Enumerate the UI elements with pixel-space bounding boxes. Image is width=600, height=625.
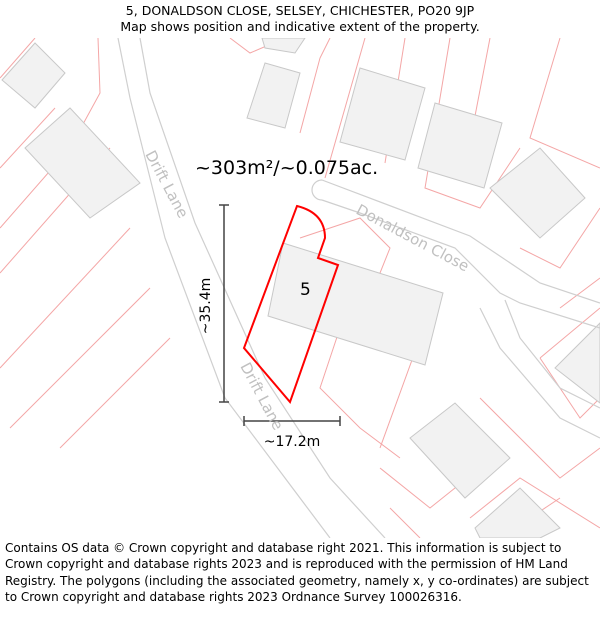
building	[262, 38, 305, 53]
width-label: ~17.2m	[263, 434, 321, 450]
map-header	[0, 0, 600, 38]
road-label-donaldson-close: Donaldson Close	[353, 200, 473, 276]
building	[25, 108, 140, 218]
road-label-drift-lane-lower: Drift Lane	[236, 359, 288, 434]
area-label: ~303m²/~0.075ac.	[195, 157, 379, 179]
building	[247, 63, 300, 128]
building	[418, 103, 502, 188]
map-subtitle: Map shows position and indicative extent of the property.	[120, 19, 480, 34]
building	[2, 43, 65, 108]
close-cap	[312, 180, 322, 200]
building	[268, 243, 443, 365]
building	[410, 403, 510, 498]
property-address: 5, DONALDSON CLOSE, SELSEY, CHICHESTER, PO20 9JP	[125, 3, 475, 18]
height-label: ~35.4m	[198, 277, 214, 335]
building	[490, 148, 585, 238]
plot-number: 5	[300, 280, 311, 300]
copyright-footer: Contains OS data © Crown copyright and database right 2021. This information is subject to Crown copyright and database rights 2023 and is reproduced with the permission of HM Land Registry. The polygons (including the associated geometry, namely x, y co-ordinates) are subject to Crown copyright and database rights 2023 Ordnance Survey 100026316.	[5, 541, 589, 604]
road-label-drift-lane-upper: Drift Lane	[141, 147, 193, 222]
map-canvas[interactable]	[0, 38, 600, 538]
